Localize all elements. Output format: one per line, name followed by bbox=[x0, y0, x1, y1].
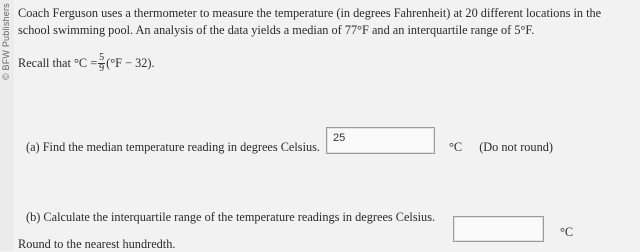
publisher-watermark: © BFW Publishers bbox=[1, 3, 11, 80]
part-a-prompt: (a) Find the median temperature reading in degrees Celsius. bbox=[26, 140, 321, 154]
recall-prefix: Recall that °C = bbox=[18, 56, 98, 70]
fraction-denominator: 9 bbox=[99, 63, 105, 74]
part-a-unit: °C bbox=[449, 140, 463, 154]
sidebar bbox=[0, 0, 14, 251]
recall-suffix: (°F − 32). bbox=[106, 56, 155, 70]
fraction bbox=[98, 53, 105, 74]
rounding-instruction: Round to the nearest hundredth. bbox=[18, 237, 176, 251]
iqr-celsius-input[interactable] bbox=[453, 216, 544, 242]
part-b-prompt: (b) Calculate the interquartile range of the temperature readings in degrees Celsius. bbox=[26, 210, 436, 224]
recall-formula bbox=[18, 53, 155, 74]
part-b-unit: °C bbox=[560, 225, 574, 239]
question-text: Coach Ferguson uses a thermometer to measure the temperature (in degrees Fahrenheit) at 20 different locations in the school swimming pool. An analysis of the data yields a median of 77°F and an interquartile range of 5°F. bbox=[18, 6, 602, 37]
part-a-note: (Do not round) bbox=[479, 140, 553, 154]
median-celsius-input[interactable]: 25 bbox=[326, 127, 435, 154]
part-a-unit-row bbox=[449, 140, 553, 155]
fraction-numerator: 5 bbox=[99, 52, 105, 63]
